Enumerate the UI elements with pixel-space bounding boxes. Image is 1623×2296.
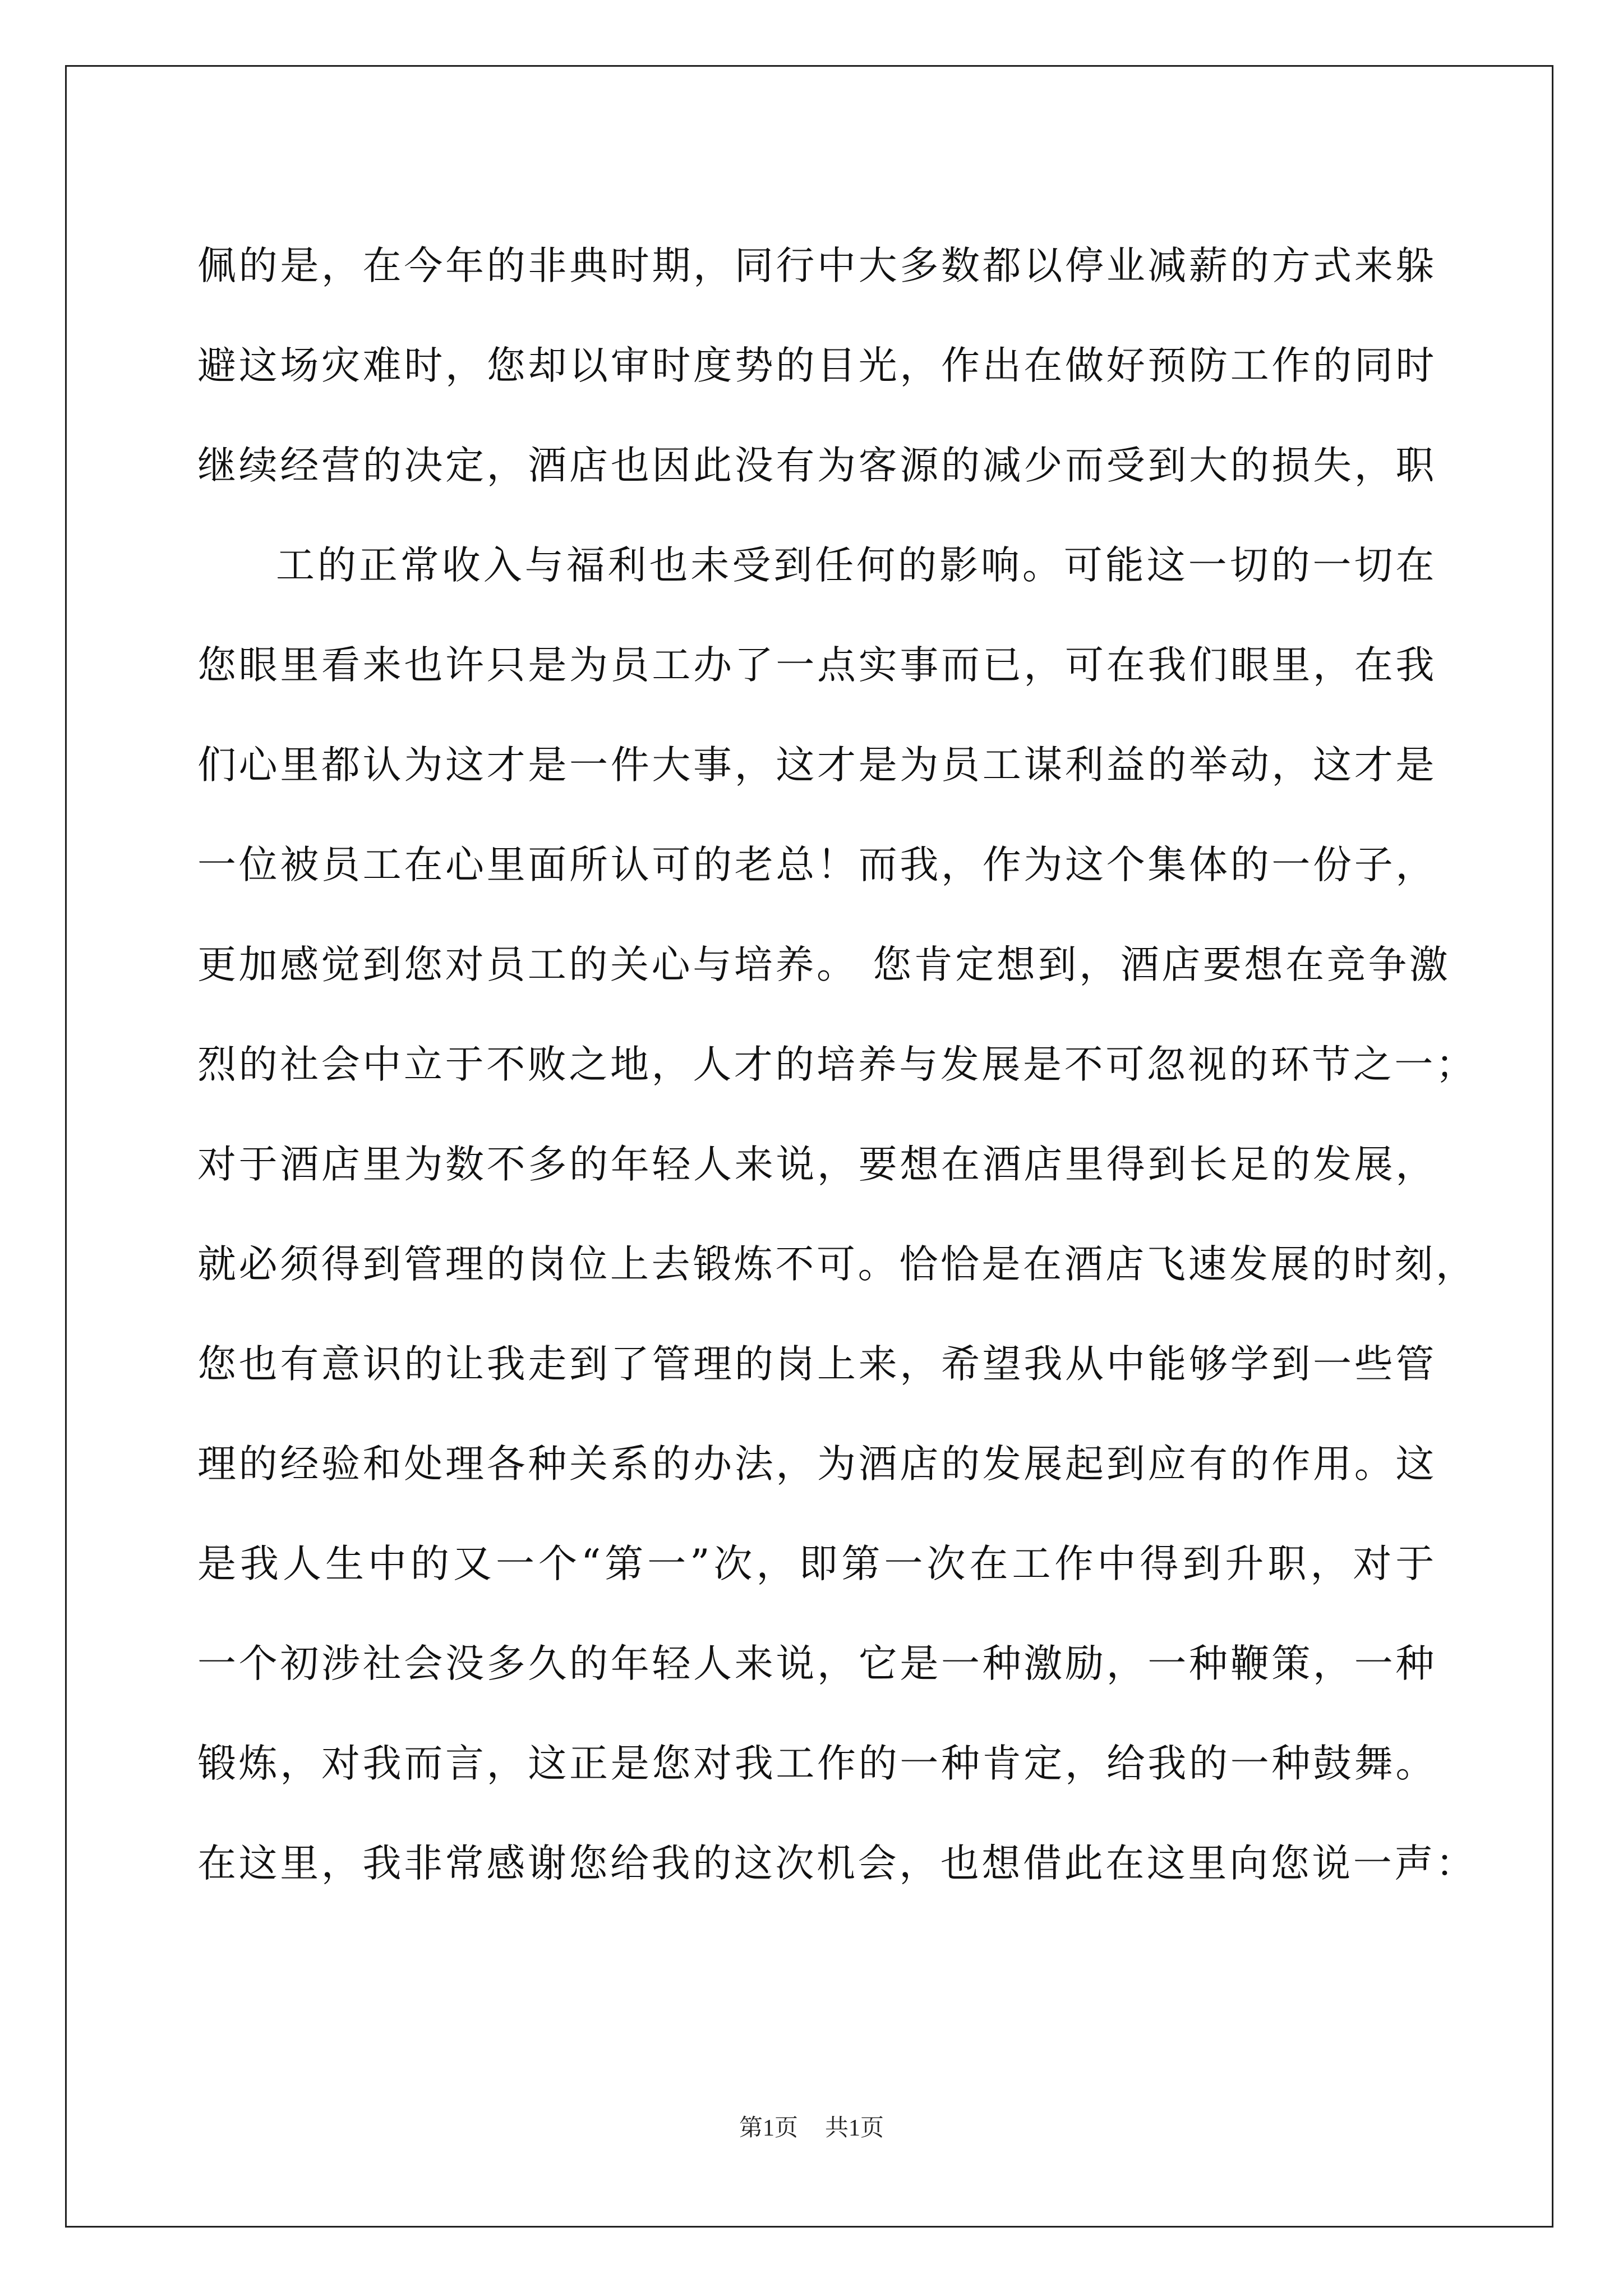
document-body	[197, 216, 1477, 1913]
text-line: 在这里，我非常感谢您给我的这次机会，也想借此在这里向您说一声：	[197, 1841, 1477, 1886]
text-line: 继续经营的决定，酒店也因此没有为客源的减少而受到大的损失，职	[197, 443, 1437, 488]
page-footer	[0, 2109, 1623, 2143]
text-line: 是我人生中的又一个“第一”次，即第一次在工作中得到升职，对于	[197, 1542, 1437, 1586]
text-line: 对于酒店里为数不多的年轻人来说，要想在酒店里得到长足的发展，	[197, 1142, 1437, 1187]
text-line: 避这场灾难时，您却以审时度势的目光，作出在做好预防工作的同时	[197, 343, 1437, 388]
text-line: 们心里都认为这才是一件大事，这才是为员工谋利益的举动，这才是	[197, 743, 1437, 788]
text-line: 您也有意识的让我走到了管理的岗上来，希望我从中能够学到一些管	[197, 1342, 1437, 1387]
page-number: 第1页	[739, 2115, 798, 2141]
text-line: 一个初涉社会没多久的年轻人来说，它是一种激励，一种鞭策，一种	[197, 1641, 1437, 1686]
text-line: 更加感觉到您对员工的关心与培养。 您肯定想到，酒店要想在竞争激	[197, 942, 1451, 987]
text-line: 佩的是，在今年的非典时期，同行中大多数都以停业减薪的方式来躲	[197, 243, 1437, 288]
text-line: 就必须得到管理的岗位上去锻炼不可。恰恰是在酒店飞速发展的时刻，	[197, 1242, 1477, 1287]
text-line: 一位被员工在心里面所认可的老总！而我，作为这个集体的一份子，	[197, 843, 1437, 887]
text-line: 您眼里看来也许只是为员工办了一点实事而已，可在我们眼里，在我	[197, 643, 1437, 688]
text-line: 锻炼，对我而言，这正是您对我工作的一种肯定，给我的一种鼓舞。	[197, 1741, 1437, 1786]
text-line-indented: 工的正常收入与福利也未受到任何的影响。可能这一切的一切在	[276, 543, 1437, 588]
text-line: 烈的社会中立于不败之地，人才的培养与发展是不可忽视的环节之一；	[197, 1042, 1477, 1087]
text-line: 理的经验和处理各种关系的办法，为酒店的发展起到应有的作用。这	[197, 1442, 1437, 1487]
page-total: 共1页	[825, 2115, 884, 2141]
